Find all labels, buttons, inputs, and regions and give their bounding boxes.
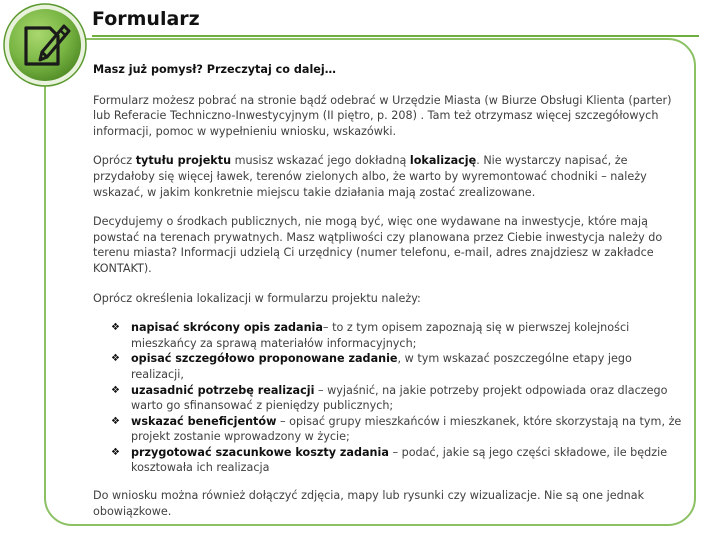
list-item-text: – wyjaśnić, na jakie potrzeby projekt odpowiada oraz dlaczego warto go sfinansować z pieniędzy publicznych; <box>131 383 668 413</box>
list-item-text: – opisać grupy mieszkańców i mieszkanek, które skorzystają na tym, że projekt zostanie wprowadzony w życie; <box>131 414 682 444</box>
paragraph-text: musisz wskazać jego dokładną <box>231 154 410 168</box>
diamond-bullet-icon: ❖ <box>111 446 120 458</box>
diamond-bullet-icon: ❖ <box>111 384 120 396</box>
list-item <box>111 445 683 476</box>
paragraph-form-download: Formularz możesz pobrać na stronie bądź odebrać w Urzędzie Miasta (w Biurze Obsługi Klienta (parter) lub Referacie Techniczno-Inwestycyjnym (II piętro, p. 208) . Tam też otrzymasz więcej szczegółowych informacji, pomoc w wypełnieniu wniosku, wskazówki. <box>93 93 672 138</box>
list-item <box>111 383 683 414</box>
diamond-bullet-icon: ❖ <box>111 415 120 427</box>
page-title: Formularz <box>92 8 200 30</box>
paragraph-attachments: Do wniosku można również dołączyć zdjęcia, mapy lub rysunki czy wizualizacje. Nie są one jednak obowiązkowe. <box>93 489 645 518</box>
list-item-bold: uzasadnić potrzebę realizacji <box>131 383 315 397</box>
paragraph-requirements-intro: Oprócz określenia lokalizacji w formularzu projektu należy: <box>93 291 421 305</box>
bold-location: lokalizację <box>409 154 477 168</box>
list-item-bold: przygotować szacunkowe koszty zadania <box>131 445 389 459</box>
paragraph-title-location <box>93 153 683 200</box>
lead-heading: Masz już pomysł? Przeczytaj co dalej… <box>93 63 336 76</box>
paragraph-text: Oprócz <box>93 154 136 168</box>
paragraph-public-funds: Decydujemy o środkach publicznych, nie mogą być, więc one wydawane na inwestycje, które mają powstać na terenach prywatnych. Masz wątpliwości czy planowana przez Ciebie inwestycja należy do terenu miasta? Informacji udzielą Ci urzędnicy (numer telefonu, e-mail, adres znajdziesz w zakładce KONTAKT). <box>93 215 663 275</box>
title-underline <box>92 35 699 37</box>
list-item-bold: napisać skrócony opis zadania <box>131 321 323 335</box>
list-item <box>111 320 683 351</box>
list-item-bold: opisać szczegółowo proponowane zadanie <box>131 352 398 366</box>
list-item-bold: wskazać beneficjentów <box>131 414 277 428</box>
list-item-text: – to z tym opisem zapoznają się w pierwszej kolejności mieszkańcy za sprawą materiałów informacyjnych; <box>131 321 630 350</box>
document-body <box>93 62 683 533</box>
list-item <box>111 414 683 445</box>
diamond-bullet-icon: ❖ <box>111 322 120 334</box>
bold-project-title: tytułu projektu <box>135 154 232 168</box>
paragraph-text: . Nie wystarczy napisać, że przydałoby się więcej ławek, terenów zielonych albo, że warto by wyremontować chodniki – należy wskazać, w jakim konkretnie miejscu takie działania mają zostać zrealizowane. <box>93 154 647 199</box>
list-item-text: , w tym wskazać poszczególne etapy jego realizacji, <box>131 352 632 381</box>
list-item-text: – podać, jakie są jego części składowe, ile będzie kosztowała ich realizacja <box>131 445 668 475</box>
requirements-list <box>93 320 683 476</box>
form-edit-icon <box>2 2 88 88</box>
diamond-bullet-icon: ❖ <box>111 353 120 365</box>
list-item <box>111 351 683 382</box>
